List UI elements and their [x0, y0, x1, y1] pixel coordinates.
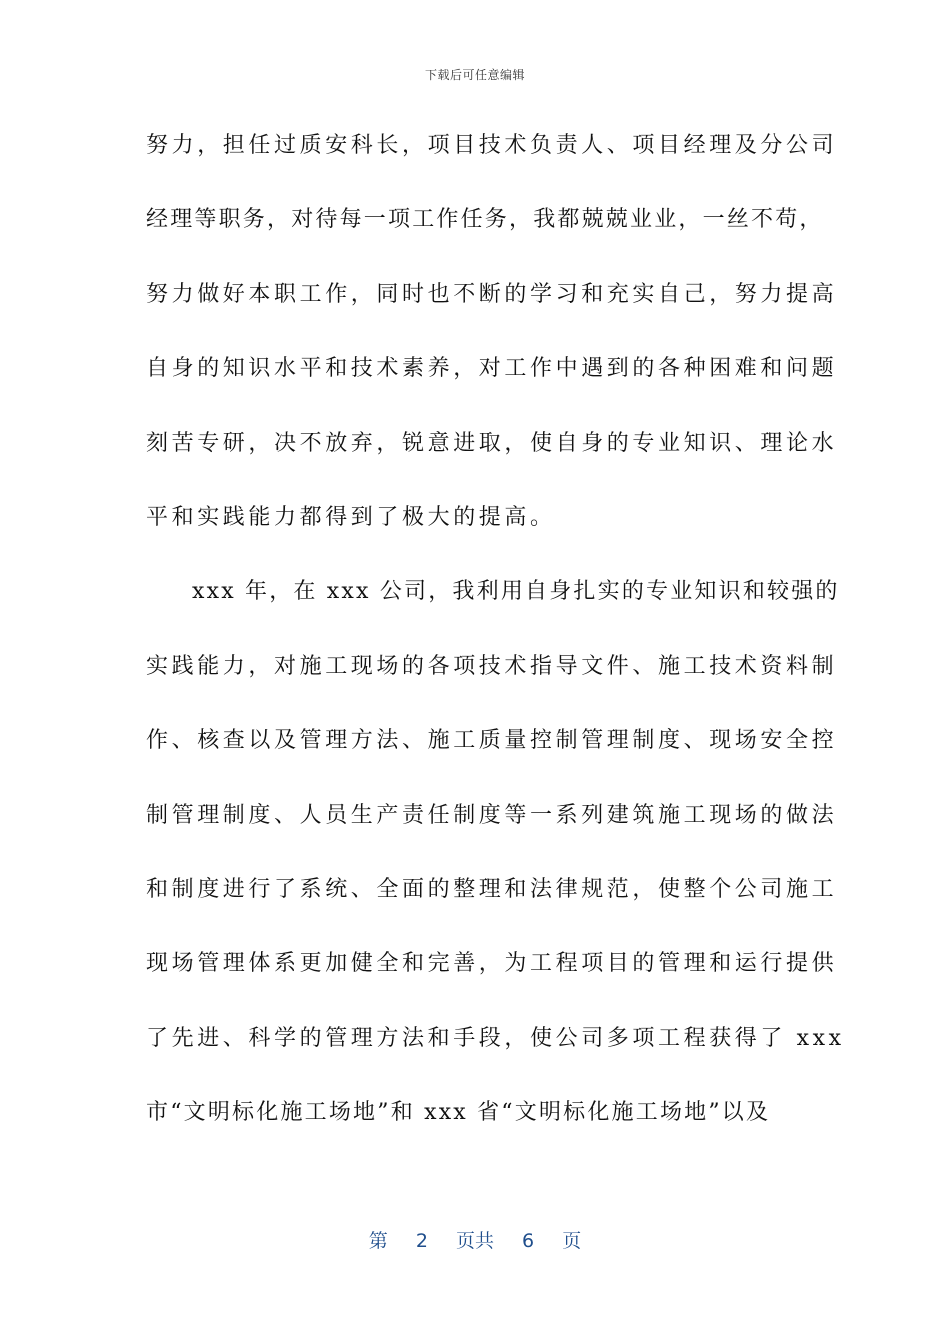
page-header: 下载后可任意编辑: [424, 68, 525, 82]
text-line: 实践能力，对施工现场的各项技术指导文件、施工技术资料制: [146, 653, 838, 679]
footer-total-pages: 6: [522, 1230, 535, 1252]
text-line: 了先进、科学的管理方法和手段，使公司多项工程获得了 xxx: [146, 1025, 845, 1051]
footer-label-end: 页: [562, 1230, 582, 1252]
document-body: [146, 120, 845, 1161]
text-line: 市“文明标化施工场地”和 xxx 省“文明标化施工场地”以及: [146, 1100, 771, 1126]
text-line: xxx 年，在 xxx 公司，我利用自身扎实的专业知识和较强的: [192, 579, 840, 605]
text-line: 现场管理体系更加健全和完善，为工程项目的管理和运行提供: [146, 951, 838, 977]
text-line: 平和实践能力都得到了极大的提高。: [146, 504, 556, 530]
text-line: 和制度进行了系统、全面的整理和法律规范，使整个公司施工: [146, 876, 838, 902]
text-line: 自身的知识水平和技术素养，对工作中遇到的各种困难和问题: [146, 356, 838, 382]
footer-current-page: 2: [415, 1230, 428, 1252]
page-footer: [0, 1226, 950, 1253]
footer-label-of: 页共: [455, 1230, 494, 1252]
text-line: 制管理制度、人员生产责任制度等一系列建筑施工现场的做法: [146, 802, 838, 828]
text-line: 努力做好本职工作，同时也不断的学习和充实自己，努力提高: [146, 281, 838, 307]
text-line: 努力，担任过质安科长，项目技术负责人、项目经理及分公司: [146, 133, 838, 158]
text-line: 经理等职务，对待每一项工作任务，我都兢兢业业，一丝不苟，: [146, 207, 824, 233]
footer-label-page: 第: [368, 1230, 388, 1252]
text-line: 作、核查以及管理方法、施工质量控制管理制度、现场安全控: [146, 728, 838, 754]
text-line: 刻苦专研，决不放弃，锐意进取，使自身的专业知识、理论水: [146, 430, 838, 456]
